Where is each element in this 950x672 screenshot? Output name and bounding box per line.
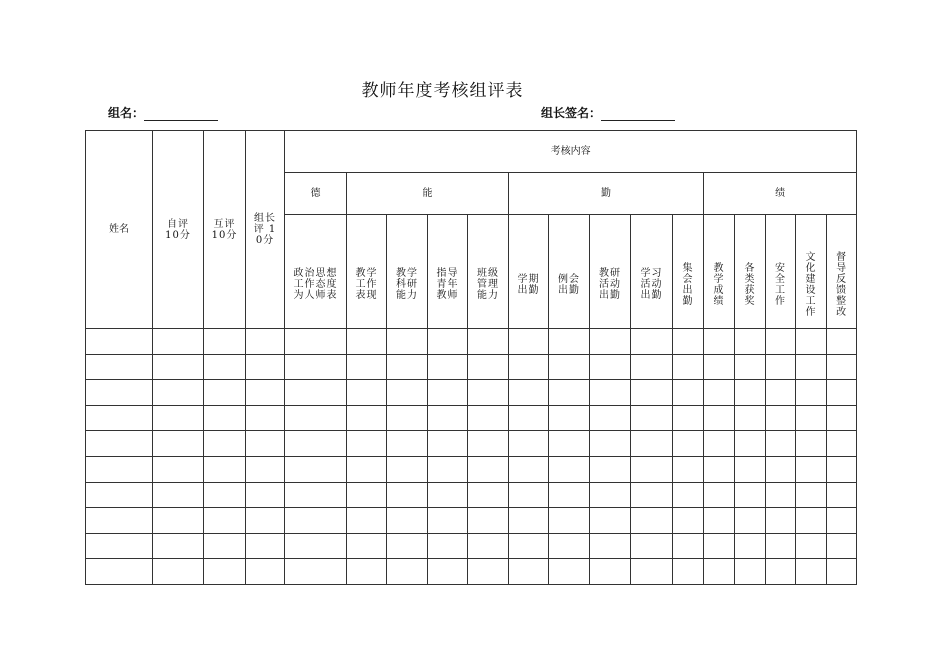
- entry-cell[interactable]: [428, 456, 468, 482]
- entry-cell[interactable]: [86, 405, 153, 431]
- entry-cell[interactable]: [86, 559, 153, 585]
- entry-cell[interactable]: [387, 482, 428, 508]
- entry-cell[interactable]: [827, 482, 857, 508]
- entry-cell[interactable]: [631, 405, 673, 431]
- entry-cell[interactable]: [347, 329, 387, 355]
- entry-cell[interactable]: [704, 508, 735, 534]
- entry-cell[interactable]: [766, 456, 796, 482]
- entry-cell[interactable]: [631, 533, 673, 559]
- entry-cell[interactable]: [347, 354, 387, 380]
- entry-cell[interactable]: [86, 508, 153, 534]
- table-row: [86, 456, 857, 482]
- header-sub-item: 教学成绩: [704, 215, 735, 329]
- table-row: [86, 533, 857, 559]
- entry-cell[interactable]: [509, 405, 549, 431]
- evaluation-table: [85, 130, 857, 585]
- entry-cell[interactable]: [735, 405, 766, 431]
- entry-cell[interactable]: [387, 329, 428, 355]
- entry-cell[interactable]: [590, 380, 631, 406]
- entry-cell[interactable]: [246, 508, 285, 534]
- entry-cell[interactable]: [827, 405, 857, 431]
- entry-cell[interactable]: [766, 508, 796, 534]
- entry-cell[interactable]: [285, 456, 347, 482]
- header-sub-item: 文化建设工作: [796, 215, 827, 329]
- form-title: 教师年度考核组评表: [361, 81, 524, 101]
- entry-cell[interactable]: [796, 508, 827, 534]
- entry-cell[interactable]: [246, 559, 285, 585]
- entry-cell[interactable]: [204, 405, 246, 431]
- entry-cell[interactable]: [766, 354, 796, 380]
- header-category-ji: 绩: [704, 173, 857, 215]
- leader-signature-field: [541, 104, 675, 121]
- entry-cell[interactable]: [347, 482, 387, 508]
- entry-cell[interactable]: [153, 482, 204, 508]
- leader-signature-blank[interactable]: [601, 108, 675, 121]
- entry-cell[interactable]: [827, 380, 857, 406]
- entry-cell[interactable]: [246, 431, 285, 457]
- entry-cell[interactable]: [204, 533, 246, 559]
- entry-cell[interactable]: [766, 559, 796, 585]
- entry-cell[interactable]: [387, 456, 428, 482]
- entry-cell[interactable]: [468, 533, 509, 559]
- entry-cell[interactable]: [509, 329, 549, 355]
- entry-cell[interactable]: [153, 456, 204, 482]
- entry-cell[interactable]: [204, 431, 246, 457]
- entry-cell[interactable]: [673, 405, 704, 431]
- entry-cell[interactable]: [428, 533, 468, 559]
- entry-cell[interactable]: [86, 431, 153, 457]
- entry-cell[interactable]: [509, 456, 549, 482]
- entry-cell[interactable]: [735, 354, 766, 380]
- entry-cell[interactable]: [766, 329, 796, 355]
- entry-cell[interactable]: [704, 354, 735, 380]
- entry-cell[interactable]: [509, 533, 549, 559]
- entry-cell[interactable]: [590, 533, 631, 559]
- entry-cell[interactable]: [204, 380, 246, 406]
- entry-cell[interactable]: [509, 380, 549, 406]
- entry-cell[interactable]: [509, 354, 549, 380]
- entry-cell[interactable]: [735, 329, 766, 355]
- entry-cell[interactable]: [246, 380, 285, 406]
- header-assessment-content: 考核内容: [285, 131, 857, 173]
- entry-cell[interactable]: [704, 329, 735, 355]
- entry-cell[interactable]: [153, 405, 204, 431]
- header-sub-item: 学期出勤: [509, 215, 549, 329]
- entry-cell[interactable]: [468, 329, 509, 355]
- entry-cell[interactable]: [673, 559, 704, 585]
- entry-cell[interactable]: [590, 431, 631, 457]
- header-sub-item: 督导反馈整改: [827, 215, 857, 329]
- entry-cell[interactable]: [766, 380, 796, 406]
- entry-cell[interactable]: [347, 380, 387, 406]
- entry-cell[interactable]: [796, 405, 827, 431]
- entry-cell[interactable]: [86, 354, 153, 380]
- entry-cell[interactable]: [590, 405, 631, 431]
- entry-cell[interactable]: [735, 482, 766, 508]
- entry-cell[interactable]: [796, 456, 827, 482]
- entry-cell[interactable]: [86, 533, 153, 559]
- entry-cell[interactable]: [204, 508, 246, 534]
- entry-cell[interactable]: [549, 482, 590, 508]
- entry-cell[interactable]: [347, 533, 387, 559]
- entry-cell[interactable]: [590, 508, 631, 534]
- entry-cell[interactable]: [735, 559, 766, 585]
- entry-cell[interactable]: [509, 431, 549, 457]
- entry-cell[interactable]: [509, 508, 549, 534]
- entry-cell[interactable]: [246, 456, 285, 482]
- entry-cell[interactable]: [673, 533, 704, 559]
- entry-cell[interactable]: [468, 508, 509, 534]
- entry-cell[interactable]: [246, 405, 285, 431]
- entry-cell[interactable]: [549, 533, 590, 559]
- entry-cell[interactable]: [509, 559, 549, 585]
- entry-cell[interactable]: [549, 329, 590, 355]
- entry-cell[interactable]: [673, 431, 704, 457]
- entry-cell[interactable]: [549, 431, 590, 457]
- entry-cell[interactable]: [285, 354, 347, 380]
- entry-cell[interactable]: [86, 380, 153, 406]
- entry-cell[interactable]: [246, 482, 285, 508]
- entry-cell[interactable]: [468, 482, 509, 508]
- table-row: [86, 559, 857, 585]
- entry-cell[interactable]: [153, 533, 204, 559]
- entry-cell[interactable]: [796, 329, 827, 355]
- entry-cell[interactable]: [387, 354, 428, 380]
- header-sub-item: 班级管理能力: [468, 215, 509, 329]
- entry-cell[interactable]: [590, 329, 631, 355]
- entry-cell[interactable]: [285, 431, 347, 457]
- group-name-field: [108, 104, 218, 121]
- entry-cell[interactable]: [590, 482, 631, 508]
- entry-cell[interactable]: [347, 405, 387, 431]
- entry-cell[interactable]: [468, 431, 509, 457]
- header-peer-score: 互评 10分: [204, 131, 246, 329]
- entry-cell[interactable]: [704, 380, 735, 406]
- entry-cell[interactable]: [549, 508, 590, 534]
- entry-cell[interactable]: [549, 354, 590, 380]
- entry-cell[interactable]: [285, 405, 347, 431]
- entry-cell[interactable]: [428, 329, 468, 355]
- entry-cell[interactable]: [347, 431, 387, 457]
- entry-cell[interactable]: [827, 354, 857, 380]
- entry-cell[interactable]: [673, 354, 704, 380]
- entry-cell[interactable]: [246, 354, 285, 380]
- entry-cell[interactable]: [735, 380, 766, 406]
- entry-cell[interactable]: [735, 533, 766, 559]
- entry-cell[interactable]: [766, 405, 796, 431]
- entry-cell[interactable]: [204, 354, 246, 380]
- entry-cell[interactable]: [153, 431, 204, 457]
- header-category-neng: 能: [347, 173, 509, 215]
- entry-cell[interactable]: [428, 405, 468, 431]
- entry-cell[interactable]: [631, 329, 673, 355]
- entry-cell[interactable]: [673, 329, 704, 355]
- entry-cell[interactable]: [428, 559, 468, 585]
- entry-cell[interactable]: [153, 380, 204, 406]
- entry-cell[interactable]: [796, 431, 827, 457]
- table-row: [86, 354, 857, 380]
- header-sub-item: 集会出勤: [673, 215, 704, 329]
- header-sub-item: 教学工作表现: [347, 215, 387, 329]
- entry-cell[interactable]: [285, 508, 347, 534]
- entry-cell[interactable]: [766, 482, 796, 508]
- entry-cell[interactable]: [766, 431, 796, 457]
- entry-cell[interactable]: [86, 456, 153, 482]
- entry-cell[interactable]: [285, 559, 347, 585]
- leader-signature-label: 组长签名：: [541, 106, 602, 120]
- entry-cell[interactable]: [631, 482, 673, 508]
- entry-cell[interactable]: [285, 482, 347, 508]
- entry-cell[interactable]: [86, 482, 153, 508]
- entry-cell[interactable]: [246, 329, 285, 355]
- entry-cell[interactable]: [766, 533, 796, 559]
- entry-cell[interactable]: [704, 482, 735, 508]
- entry-cell[interactable]: [468, 559, 509, 585]
- header-sub-item: 指导青年教师: [428, 215, 468, 329]
- entry-cell[interactable]: [827, 533, 857, 559]
- entry-cell[interactable]: [204, 456, 246, 482]
- entry-cell[interactable]: [735, 508, 766, 534]
- entry-cell[interactable]: [387, 533, 428, 559]
- table-row: [86, 508, 857, 534]
- entry-cell[interactable]: [631, 559, 673, 585]
- entry-cell[interactable]: [204, 559, 246, 585]
- entry-cell[interactable]: [735, 431, 766, 457]
- entry-cell[interactable]: [631, 354, 673, 380]
- table-row: [86, 482, 857, 508]
- entry-cell[interactable]: [153, 354, 204, 380]
- entry-cell[interactable]: [285, 380, 347, 406]
- header-category-qin: 勤: [509, 173, 704, 215]
- header-sub-item: 各类获奖: [735, 215, 766, 329]
- entry-cell[interactable]: [796, 533, 827, 559]
- entry-cell[interactable]: [673, 456, 704, 482]
- entry-rows: [86, 329, 857, 585]
- entry-cell[interactable]: [673, 482, 704, 508]
- header-category-de: 德: [285, 173, 347, 215]
- entry-cell[interactable]: [796, 482, 827, 508]
- entry-cell[interactable]: [590, 559, 631, 585]
- entry-cell[interactable]: [468, 380, 509, 406]
- entry-cell[interactable]: [827, 431, 857, 457]
- entry-cell[interactable]: [428, 482, 468, 508]
- entry-cell[interactable]: [387, 380, 428, 406]
- entry-cell[interactable]: [428, 380, 468, 406]
- entry-cell[interactable]: [428, 431, 468, 457]
- entry-cell[interactable]: [428, 508, 468, 534]
- entry-cell[interactable]: [285, 329, 347, 355]
- entry-cell[interactable]: [631, 456, 673, 482]
- table-row: [86, 380, 857, 406]
- entry-cell[interactable]: [673, 508, 704, 534]
- entry-cell[interactable]: [827, 559, 857, 585]
- entry-cell[interactable]: [590, 354, 631, 380]
- entry-cell[interactable]: [468, 405, 509, 431]
- header-sub-item: 教研活动出勤: [590, 215, 631, 329]
- entry-cell[interactable]: [735, 456, 766, 482]
- entry-cell[interactable]: [387, 431, 428, 457]
- entry-cell[interactable]: [387, 508, 428, 534]
- entry-cell[interactable]: [631, 380, 673, 406]
- entry-cell[interactable]: [246, 533, 285, 559]
- table-row: [86, 329, 857, 355]
- header-name: 姓名: [86, 131, 153, 329]
- header-sub-item: 安全工作: [766, 215, 796, 329]
- entry-cell[interactable]: [468, 354, 509, 380]
- entry-cell[interactable]: [387, 559, 428, 585]
- entry-cell[interactable]: [631, 508, 673, 534]
- entry-cell[interactable]: [387, 405, 428, 431]
- entry-cell[interactable]: [153, 559, 204, 585]
- entry-cell[interactable]: [549, 559, 590, 585]
- entry-cell[interactable]: [704, 405, 735, 431]
- entry-cell[interactable]: [673, 380, 704, 406]
- entry-cell[interactable]: [509, 482, 549, 508]
- table-row: [86, 431, 857, 457]
- entry-cell[interactable]: [796, 354, 827, 380]
- entry-cell[interactable]: [468, 456, 509, 482]
- entry-cell[interactable]: [347, 456, 387, 482]
- entry-cell[interactable]: [631, 431, 673, 457]
- entry-cell[interactable]: [827, 456, 857, 482]
- entry-cell[interactable]: [86, 329, 153, 355]
- entry-cell[interactable]: [796, 559, 827, 585]
- entry-cell[interactable]: [549, 405, 590, 431]
- entry-cell[interactable]: [704, 431, 735, 457]
- entry-cell[interactable]: [704, 559, 735, 585]
- entry-cell[interactable]: [153, 508, 204, 534]
- header-sub-item: 例会出勤: [549, 215, 590, 329]
- entry-cell[interactable]: [285, 533, 347, 559]
- entry-cell[interactable]: [704, 533, 735, 559]
- entry-cell[interactable]: [704, 456, 735, 482]
- header-sub-item: 教学科研能力: [387, 215, 428, 329]
- group-name-label: 组名：: [108, 106, 145, 120]
- header-sub-item: 政治思想工作态度为人师表: [285, 215, 347, 329]
- entry-cell[interactable]: [204, 329, 246, 355]
- entry-cell[interactable]: [347, 508, 387, 534]
- group-name-blank[interactable]: [144, 108, 218, 121]
- entry-cell[interactable]: [549, 456, 590, 482]
- entry-cell[interactable]: [428, 354, 468, 380]
- entry-cell[interactable]: [204, 482, 246, 508]
- header-leader-score: 组长 评 10分: [246, 131, 285, 329]
- entry-cell[interactable]: [153, 329, 204, 355]
- entry-cell[interactable]: [796, 380, 827, 406]
- table-row: [86, 405, 857, 431]
- entry-cell[interactable]: [590, 456, 631, 482]
- entry-cell[interactable]: [827, 329, 857, 355]
- header-sub-item: 学习活动出勤: [631, 215, 673, 329]
- header-self-score: 自评 10分: [153, 131, 204, 329]
- entry-cell[interactable]: [347, 559, 387, 585]
- entry-cell[interactable]: [549, 380, 590, 406]
- entry-cell[interactable]: [827, 508, 857, 534]
